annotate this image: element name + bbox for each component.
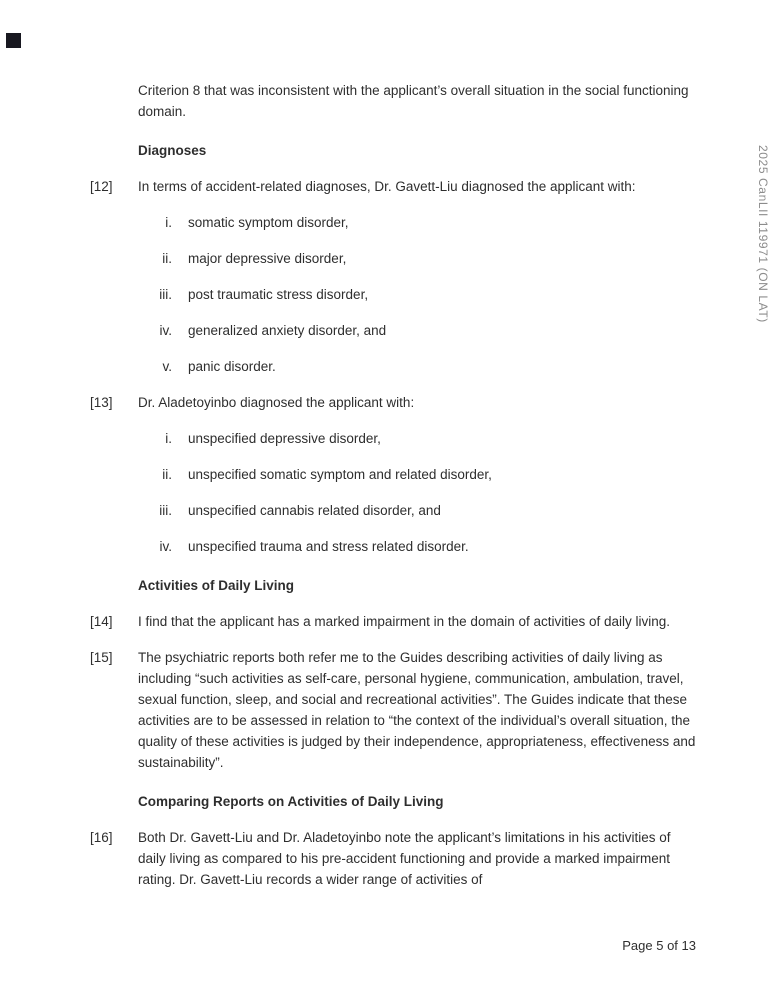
list-marker: iv.: [159, 323, 172, 338]
paragraph-continuation: [90, 80, 696, 122]
paragraph-12: [90, 176, 696, 197]
heading-comparing-reports: Comparing Reports on Activities of Daily Living: [138, 794, 444, 809]
paragraph-15: [90, 647, 696, 773]
paragraph-13: [90, 392, 696, 413]
dark-corner-square: [6, 33, 21, 48]
list-item-text: panic disorder.: [188, 359, 276, 374]
paragraph-number: [14]: [90, 614, 113, 629]
paragraph-16: [90, 827, 696, 890]
paragraph-text: The psychiatric reports both refer me to the Guides describing activities of daily living as including “such activities as self-care, personal hygiene, communication, ambulation, travel, sexual function, sleep, and social and recreational activities”. The Guides indicate that these activities are to be assessed in relation to “the context of the individual’s overall situation, the quality of these activities is judged by their independence, appropriateness, effectiveness and sustainability”.: [138, 650, 696, 770]
citation-watermark: 2025 CanLII 119971 (ON LAT): [756, 145, 770, 323]
list-item-text: unspecified trauma and stress related disorder.: [188, 539, 469, 554]
paragraph-text: Criterion 8 that was inconsistent with the applicant’s overall situation in the social functioning domain.: [138, 83, 689, 119]
list-item-text: major depressive disorder,: [188, 251, 347, 266]
paragraph-14: [90, 611, 696, 632]
heading-activities-of-daily-living: Activities of Daily Living: [138, 578, 295, 593]
list-item: [90, 464, 696, 485]
list-item: [90, 500, 696, 521]
diagnosis-list-aladetoyinbo: [90, 428, 696, 557]
list-marker: i.: [165, 215, 172, 230]
paragraph-text: Both Dr. Gavett-Liu and Dr. Aladetoyinbo note the applicant’s limitations in his activities of daily living as compared to his pre-accident functioning and provide a marked impairment rating. Dr. Gavett-Liu records a wider range of activities of: [138, 830, 671, 887]
list-item: [90, 212, 696, 233]
paragraph-text: In terms of accident-related diagnoses, Dr. Gavett-Liu diagnosed the applicant with:: [138, 179, 636, 194]
paragraph-number: [16]: [90, 830, 113, 845]
list-item: [90, 284, 696, 305]
list-item-text: unspecified depressive disorder,: [188, 431, 381, 446]
paragraph-number: [12]: [90, 179, 113, 194]
list-item-text: unspecified somatic symptom and related disorder,: [188, 467, 492, 482]
list-item: [90, 536, 696, 557]
list-marker: iv.: [159, 539, 172, 554]
list-item-text: generalized anxiety disorder, and: [188, 323, 387, 338]
list-item-text: post traumatic stress disorder,: [188, 287, 369, 302]
heading-diagnoses: Diagnoses: [138, 143, 207, 158]
list-marker: ii.: [162, 251, 172, 266]
paragraph-text: Dr. Aladetoyinbo diagnosed the applicant with:: [138, 395, 415, 410]
document-content: [90, 80, 696, 905]
list-marker: iii.: [159, 503, 172, 518]
list-item-text: unspecified cannabis related disorder, and: [188, 503, 441, 518]
list-item: [90, 248, 696, 269]
paragraph-text: I find that the applicant has a marked impairment in the domain of activities of daily living.: [138, 614, 671, 629]
page-number: Page 5 of 13: [622, 938, 696, 953]
list-marker: v.: [162, 359, 172, 374]
list-marker: ii.: [162, 467, 172, 482]
list-marker: iii.: [159, 287, 172, 302]
diagnosis-list-gavett-liu: [90, 212, 696, 377]
paragraph-number: [15]: [90, 650, 113, 665]
list-marker: i.: [165, 431, 172, 446]
list-item-text: somatic symptom disorder,: [188, 215, 349, 230]
list-item: [90, 428, 696, 449]
list-item: [90, 320, 696, 341]
list-item: [90, 356, 696, 377]
paragraph-number: [13]: [90, 395, 113, 410]
